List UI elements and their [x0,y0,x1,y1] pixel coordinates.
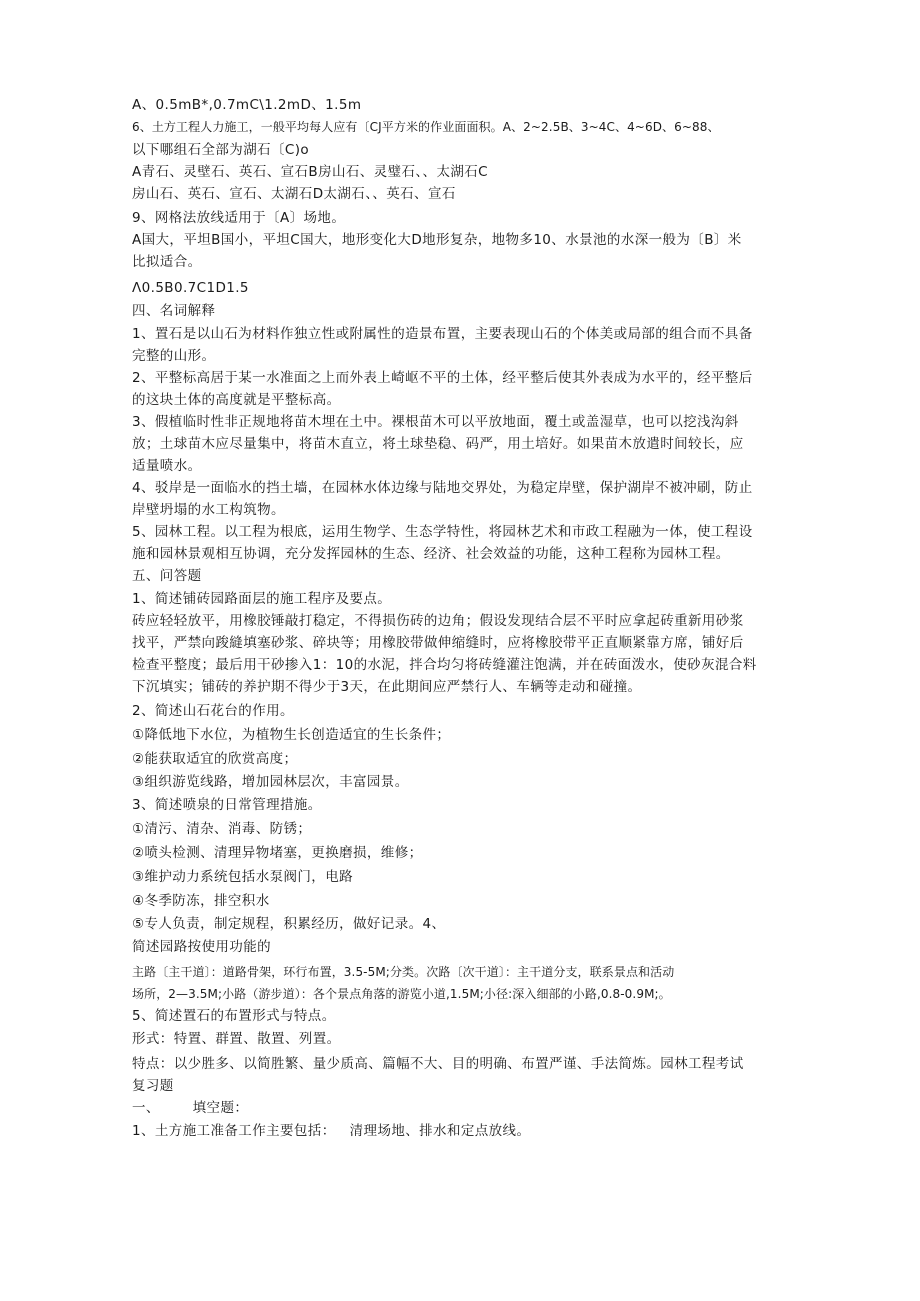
question-10-cont: 比拟适合。 [132,254,202,270]
options-line: 房山石、英石、宣石、太湖石D太湖石、、英石、宣石 [132,186,456,202]
section-heading: 四、名词解释 [132,303,216,319]
section-heading: 五、问答题 [132,568,202,584]
definition-line: 2、平整标高居于某一水准面之上而外表上崎岖不平的土体，经平整后使其外表成为水平的，经平整后 [132,370,753,386]
qa-answer-line: 砖应轻轻放平，用橡胶锤敲打稳定，不得损伤砖的边角；假设发现结合层不平时应拿起砖重新用砂浆 [132,613,744,629]
definition-line: 3、假植临时性非正规地将苗木埋在土中。裸根苗木可以平放地面，覆土或盖湿草，也可以挖浅沟斜 [132,414,739,430]
qa-answer-item: ③组织游览线路，增加园林层次，丰富园景。 [132,774,409,790]
qa-answer-item: ①降低地下水位，为植物生长创造适宜的生长条件； [132,727,451,743]
qa-question: 3、简述喷泉的日常管理措施。 [132,797,322,813]
definition-line: 适量喷水。 [132,458,202,474]
options-line: A青石、灵壁石、英石、宣石B房山石、灵璧石、、太湖石C [132,164,488,180]
answer-options-line: Λ0.5B0.7C1D1.5 [132,280,249,296]
qa-answer-item: ①清污、清杂、消毒、防锈； [132,821,312,837]
definition-line: 4、驳岸是一面临水的挡土墙，在园林水体边缘与陆地交界处，为稳定岸壁，保护湖岸不被冲刷，防止 [132,480,753,496]
document-subtitle: 复习题 [132,1078,174,1094]
qa-answer-item: ③维护动力系统包括水泵阀门，电路 [132,869,354,885]
definition-line: 1、置石是以山石为材料作独立性或附属性的造景布置，主要表现山石的个体美或局部的组合而不具备 [132,326,753,342]
definition-line: 放；土球苗木应尽量集中，将苗木直立，将土球垫稳、码严，用土培好。如果苗木放遣时间较长，应 [132,436,744,452]
section-heading: 一、 填空题： [132,1100,249,1116]
question-6: 6、土方工程人力施工，一般平均每人应有〔CJ平方米的作业面面积。A、2~2.5B、3~4C、4~6D、6~88、 [132,120,720,134]
definition-line: 岸壁坍塌的水工构筑物。 [132,502,285,518]
answer-options-line: A、0.5mB*,0.7mC\1.2mD、1.5m [132,97,362,113]
definition-line: 5、园林工程。以工程为根底，运用生物学、生态学特性，将园林艺术和市政工程融为一体，使工程设 [132,524,753,540]
question-9: 9、网格法放线适用于〔A〕场地。 [132,210,346,226]
qa-question: 简述园路按使用功能的 [132,939,271,955]
qa-answer-line: 找平，严禁向踆縫填塞砂浆、碎块等；用橡胶带做伸缩缝时，应将橡胶带平正直顺紧靠方席，铺好后 [132,635,744,651]
qa-answer-line: 检查平整度；最后用干砂掺入1：10的水泥，拌合均匀将砖缝灌注饱满，并在砖面泼水，使砂灰混合料 [132,657,757,673]
qa-question: 1、简述铺砖园路面层的施工程序及要点。 [132,591,392,607]
definition-line: 的这块土体的高度就是平整标高。 [132,392,341,408]
qa-answer-item: ⑤专人负责，制定规程，积累经历，做好记录。4、 [132,916,446,932]
qa-answer-line: 主路〔主干道〕：道路骨架，环行布置，3.5-5M;分类。次路〔次干道〕：主干道分支，联系景点和活动 [132,965,675,979]
question-10-line: A国大，平坦B国小，平坦C国大，地形变化大D地形复杂，地物多10、水景池的水深一般为〔B〕米 [132,232,742,248]
qa-answer-line: 场所，2—3.5M;小路（游步道）：各个景点角落的游览小道,1.5M;小径:深入细部的小路,0.8-0.9M;。 [132,987,671,1001]
qa-question: 5、简述置石的布置形式与特点。 [132,1008,336,1024]
qa-question: 2、简述山石花台的作用。 [132,703,294,719]
fill-in-question: 1、土方施工准备工作主要包括： 清理场地、排水和定点放线。 [132,1123,531,1139]
qa-answer-item: ④冬季防冻，排空积水 [132,893,270,909]
qa-answer-line: 形式：特置、群置、散置、列置。 [132,1031,341,1047]
qa-answer-line: 特点：以少胜多、以简胜繁、量少质高、篇幅不大、目的明确、布置严谨、手法简炼。园林工程考试 [132,1056,744,1072]
definition-line: 施和园林景观相互协调，充分发挥园林的生态、经济、社会效益的功能，这种工程称为园林工程。 [132,546,730,562]
definition-line: 完整的山形。 [132,348,216,364]
qa-answer-item: ②能获取适宜的欣赏高度； [132,751,298,767]
qa-answer-line: 下沉填实；铺砖的养护期不得少于3天，在此期间应严禁行人、车辆等走动和碰撞。 [132,679,642,695]
qa-answer-item: ②喷头检测、清理异物堵塞，更换磨损，维修； [132,845,423,861]
question-lake-stone: 以下哪组石全部为湖石〔C)o [132,142,310,158]
